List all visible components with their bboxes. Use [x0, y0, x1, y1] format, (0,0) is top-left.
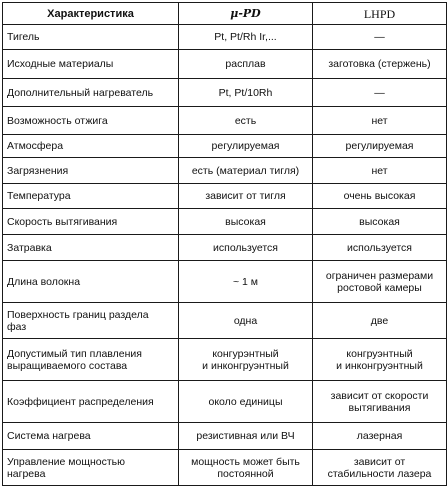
table-row: [3, 235, 447, 261]
table-row: [3, 135, 447, 158]
row-param: Затравка: [3, 235, 179, 261]
table-row: [3, 25, 447, 50]
row-mupd-value: регулируемая: [179, 135, 313, 158]
row-mupd-value: Pt, Pt/10Rh: [179, 79, 313, 107]
row-lhpd-value: —: [313, 79, 447, 107]
table-row: [3, 303, 447, 339]
header-characteristic: Характеристика: [3, 3, 179, 25]
table-row: [3, 381, 447, 423]
row-mupd-value: около единицы: [179, 381, 313, 423]
row-param: Возможность отжига: [3, 107, 179, 135]
row-param: Длина волокна: [3, 261, 179, 303]
row-lhpd-value: лазерная: [313, 423, 447, 450]
row-lhpd-value: зависит от стабильности лазера: [313, 450, 447, 486]
table-row: [3, 450, 447, 486]
table-row: [3, 209, 447, 235]
row-mupd-value: резистивная или ВЧ: [179, 423, 313, 450]
row-param: Тигель: [3, 25, 179, 50]
table-row: [3, 261, 447, 303]
row-mupd-value: высокая: [179, 209, 313, 235]
row-lhpd-value: две: [313, 303, 447, 339]
row-mupd-value: используется: [179, 235, 313, 261]
row-lhpd-value: ограничен размерами ростовой камеры: [313, 261, 447, 303]
row-lhpd-value: заготовка (стержень): [313, 50, 447, 79]
table-row: [3, 50, 447, 79]
row-mupd-value: конгурэнтный и инконгруэнтный: [179, 339, 313, 381]
row-mupd-value: расплав: [179, 50, 313, 79]
row-lhpd-value: используется: [313, 235, 447, 261]
row-mupd-value: одна: [179, 303, 313, 339]
row-param: Атмосфера: [3, 135, 179, 158]
row-param: Скорость вытягивания: [3, 209, 179, 235]
row-param: Поверхность границ раздела фаз: [3, 303, 179, 339]
row-lhpd-value: зависит от скорости вытягивания: [313, 381, 447, 423]
comparison-table: [2, 2, 447, 486]
row-lhpd-value: нет: [313, 158, 447, 184]
row-param: Система нагрева: [3, 423, 179, 450]
row-param: Коэффициент распределения: [3, 381, 179, 423]
table-row: [3, 184, 447, 209]
header-lhpd: LHPD: [313, 3, 447, 25]
row-lhpd-value: высокая: [313, 209, 447, 235]
header-mu-pd: μ-PD: [179, 3, 313, 25]
row-lhpd-value: регулируемая: [313, 135, 447, 158]
row-param: Температура: [3, 184, 179, 209]
row-mupd-value: Pt, Pt/Rh Ir,...: [179, 25, 313, 50]
row-mupd-value: мощность может быть постоянной: [179, 450, 313, 486]
row-lhpd-value: нет: [313, 107, 447, 135]
table-row: [3, 79, 447, 107]
table-header-row: [3, 3, 447, 25]
row-mupd-value: зависит от тигля: [179, 184, 313, 209]
row-lhpd-value: очень высокая: [313, 184, 447, 209]
row-param: Загрязнения: [3, 158, 179, 184]
table-row: [3, 339, 447, 381]
row-mupd-value: ~ 1 м: [179, 261, 313, 303]
row-param: Управление мощностью нагрева: [3, 450, 179, 486]
row-lhpd-value: конгруэнтный и инконгруэнтный: [313, 339, 447, 381]
row-mupd-value: есть: [179, 107, 313, 135]
comparison-table-container: [2, 2, 446, 486]
row-lhpd-value: —: [313, 25, 447, 50]
table-row: [3, 107, 447, 135]
row-param: Исходные материалы: [3, 50, 179, 79]
row-mupd-value: есть (материал тигля): [179, 158, 313, 184]
table-row: [3, 158, 447, 184]
table-row: [3, 423, 447, 450]
row-param: Дополнительный нагреватель: [3, 79, 179, 107]
row-param: Допустимый тип плавления выращиваемого состава: [3, 339, 179, 381]
